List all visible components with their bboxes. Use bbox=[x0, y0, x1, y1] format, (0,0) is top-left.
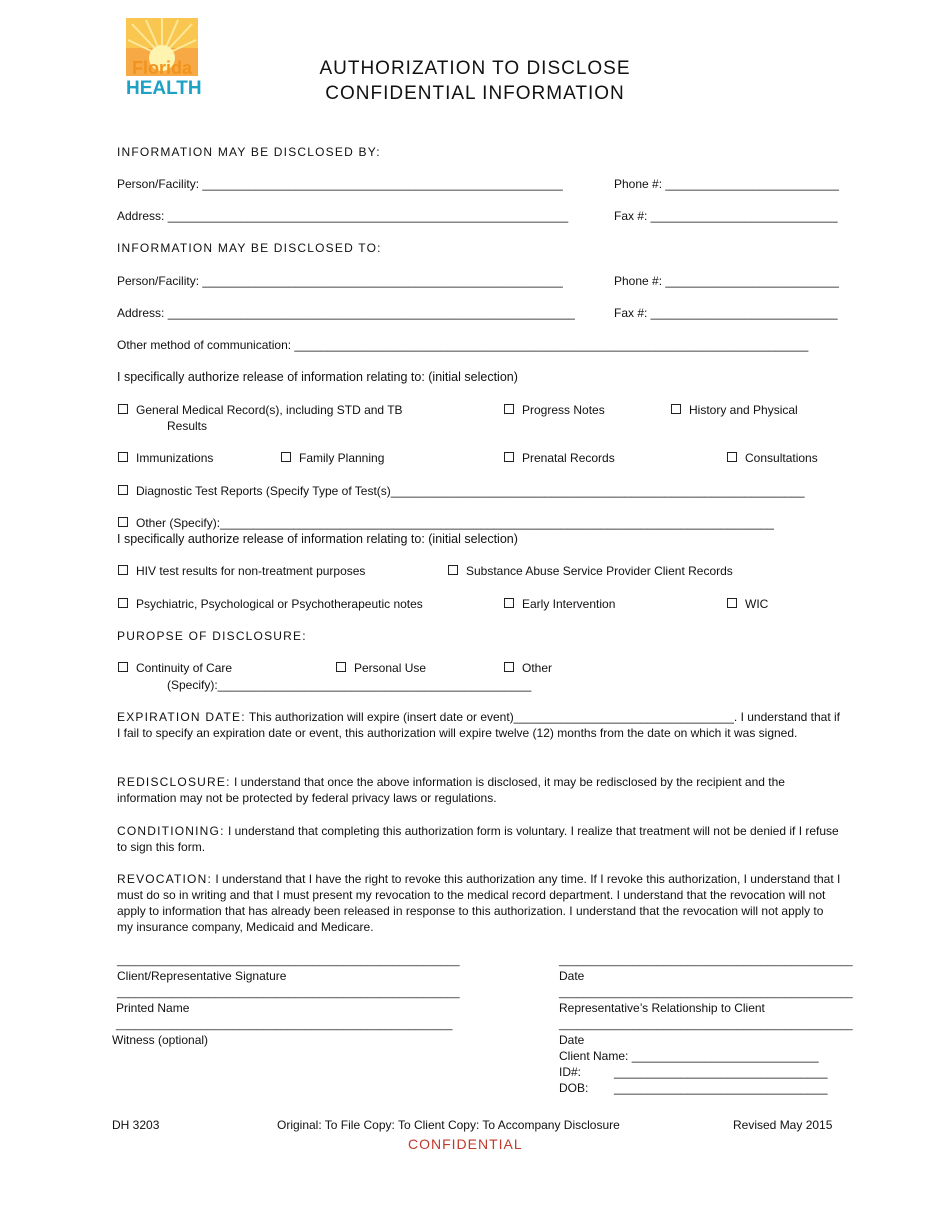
personal-use-label: Personal Use bbox=[354, 661, 427, 675]
to-fax-field[interactable]: Fax #: ____________________________ bbox=[614, 306, 838, 320]
client-signature-label: Client/Representative Signature bbox=[117, 969, 287, 983]
checkbox-icon bbox=[118, 485, 128, 495]
release-heading-1: I specifically authorize release of information relating to: (initial selection) bbox=[117, 370, 518, 384]
other-method-field[interactable]: Other method of communication: _____________________________________________________________________________ bbox=[117, 338, 809, 352]
history-physical-label: History and Physical bbox=[689, 403, 798, 417]
diagnostic-tests-field[interactable]: Diagnostic Test Reports (Specify Type of Test(s)______________________________________________________________ bbox=[136, 484, 805, 498]
diagnostic-tests-checkbox[interactable] bbox=[118, 483, 805, 499]
by-person-facility-field[interactable]: Person/Facility: ______________________________________________________ bbox=[117, 177, 563, 191]
client-name-field[interactable]: Client Name: ____________________________ bbox=[559, 1049, 819, 1063]
immunizations-label: Immunizations bbox=[136, 451, 214, 465]
date2-line[interactable]: ________________________________________________ bbox=[559, 1019, 853, 1031]
form-title-line2: CONFIDENTIAL INFORMATION bbox=[325, 83, 625, 104]
logo-text-health: HEALTH bbox=[126, 78, 202, 99]
copies-distribution: Original: To File Copy: To Client Copy: To Accompany Disclosure bbox=[277, 1118, 620, 1132]
form-title-line1: AUTHORIZATION TO DISCLOSE bbox=[319, 58, 631, 79]
to-person-facility-field[interactable]: Person/Facility: ______________________________________________________ bbox=[117, 274, 563, 288]
revised-date: Revised May 2015 bbox=[733, 1118, 833, 1132]
other-specify-checkbox[interactable] bbox=[118, 515, 774, 531]
checkbox-icon bbox=[281, 452, 291, 462]
by-address-field[interactable]: Address: ____________________________________________________________ bbox=[117, 209, 569, 223]
relationship-line[interactable]: ________________________________________________ bbox=[559, 987, 853, 999]
purpose-other-label: Other bbox=[522, 661, 553, 675]
checkbox-icon bbox=[504, 404, 514, 414]
witness-line[interactable]: _______________________________________________________ bbox=[116, 1019, 453, 1031]
hiv-results-checkbox[interactable] bbox=[118, 563, 365, 579]
wic-label: WIC bbox=[745, 597, 769, 611]
checkbox-icon bbox=[671, 404, 681, 414]
consultations-label: Consultations bbox=[745, 451, 818, 465]
checkbox-icon bbox=[504, 598, 514, 608]
relationship-label: Representative’s Relationship to Client bbox=[559, 1001, 765, 1015]
revocation-label: REVOCATION: bbox=[117, 872, 212, 886]
printed-name-label: Printed Name bbox=[116, 1001, 190, 1015]
general-medical-label: General Medical Record(s), including STD and TB bbox=[136, 403, 403, 417]
prenatal-records-checkbox[interactable] bbox=[504, 450, 615, 466]
form-number: DH 3203 bbox=[112, 1118, 160, 1132]
date1-line[interactable]: ________________________________________________ bbox=[559, 955, 853, 967]
consultations-checkbox[interactable] bbox=[727, 450, 818, 466]
conditioning-label: CONDITIONING: bbox=[117, 824, 225, 838]
id-label: ID#: bbox=[559, 1065, 582, 1079]
by-fax-field[interactable]: Fax #: ____________________________ bbox=[614, 209, 838, 223]
personal-use-checkbox[interactable] bbox=[336, 660, 426, 676]
substance-abuse-label: Substance Abuse Service Provider Client Records bbox=[466, 564, 733, 578]
checkbox-icon bbox=[118, 517, 128, 527]
checkbox-icon bbox=[118, 662, 128, 672]
printed-name-line[interactable]: ________________________________________________________ bbox=[117, 987, 460, 999]
progress-notes-checkbox[interactable] bbox=[504, 402, 605, 418]
to-address-field[interactable]: Address: _____________________________________________________________ bbox=[117, 306, 575, 320]
checkbox-icon bbox=[727, 452, 737, 462]
purpose-heading: PUROPSE OF DISCLOSURE: bbox=[117, 629, 307, 643]
substance-abuse-checkbox[interactable] bbox=[448, 563, 733, 579]
expiration-text: This authorization will expire (insert date or event)_________________________________. I understand that if I fail to specify an expiration date or event, this authorization will expire twelve (12) months from the date on which it was signed. bbox=[117, 710, 840, 740]
psychiatric-notes-label: Psychiatric, Psychological or Psychotherapeutic notes bbox=[136, 597, 423, 611]
checkbox-icon bbox=[504, 452, 514, 462]
redisclosure-label: REDISCLOSURE: bbox=[117, 775, 231, 789]
checkbox-icon bbox=[118, 598, 128, 608]
release-heading-2: I specifically authorize release of information relating to: (initial selection) bbox=[117, 532, 518, 546]
redisclosure-paragraph bbox=[117, 774, 842, 806]
checkbox-icon bbox=[448, 565, 458, 575]
general-medical-label-line2: Results bbox=[167, 419, 208, 433]
revocation-text: I understand that I have the right to revoke this authorization any time. If I revoke this authorization, I understand that I must do so in writing and that I must present my revocation to the medical record department. I understand that the revocation will not apply to information that has already been released in response to this authorization. I understand that the revocation will not apply to my insurance company, Medicaid and Medicare. bbox=[117, 872, 841, 934]
hiv-results-label: HIV test results for non-treatment purposes bbox=[136, 564, 366, 578]
checkbox-icon bbox=[336, 662, 346, 672]
revocation-paragraph bbox=[117, 871, 842, 935]
redisclosure-text: I understand that once the above information is disclosed, it may be redisclosed by the recipient and the information may not be protected by federal privacy laws or regulations. bbox=[117, 775, 785, 805]
psychiatric-notes-checkbox[interactable] bbox=[118, 596, 423, 612]
id-field[interactable]: ________________________________ bbox=[614, 1065, 828, 1079]
checkbox-icon bbox=[727, 598, 737, 608]
family-planning-checkbox[interactable] bbox=[281, 450, 384, 466]
history-physical-checkbox[interactable] bbox=[671, 402, 798, 418]
other-specify-field[interactable]: Other (Specify):___________________________________________________________________________________ bbox=[136, 516, 774, 530]
wic-checkbox[interactable] bbox=[727, 596, 768, 612]
date1-label: Date bbox=[559, 969, 585, 983]
purpose-specify-field[interactable]: (Specify):_______________________________________________ bbox=[167, 678, 532, 692]
checkbox-icon bbox=[118, 565, 128, 575]
general-medical-checkbox[interactable] bbox=[118, 402, 403, 418]
immunizations-checkbox[interactable] bbox=[118, 450, 213, 466]
disclosed-to-heading: INFORMATION MAY BE DISCLOSED TO: bbox=[117, 241, 382, 255]
by-phone-field[interactable]: Phone #: __________________________ bbox=[614, 177, 839, 191]
client-signature-line[interactable]: ________________________________________________________ bbox=[117, 955, 460, 967]
purpose-other-checkbox[interactable] bbox=[504, 660, 552, 676]
prenatal-records-label: Prenatal Records bbox=[522, 451, 615, 465]
date2-label: Date bbox=[559, 1033, 585, 1047]
continuity-care-checkbox[interactable] bbox=[118, 660, 232, 676]
dob-label: DOB: bbox=[559, 1081, 589, 1095]
continuity-care-label: Continuity of Care bbox=[136, 661, 233, 675]
conditioning-paragraph bbox=[117, 823, 842, 855]
expiration-paragraph bbox=[117, 709, 842, 741]
early-intervention-checkbox[interactable] bbox=[504, 596, 615, 612]
checkbox-icon bbox=[118, 404, 128, 414]
expiration-label: EXPIRATION DATE: bbox=[117, 710, 246, 724]
checkbox-icon bbox=[118, 452, 128, 462]
conditioning-text: I understand that completing this authorization form is voluntary. I realize that treatment will not be denied if I refuse to sign this form. bbox=[117, 824, 839, 854]
witness-label: Witness (optional) bbox=[112, 1033, 209, 1047]
confidential-stamp: CONFIDENTIAL bbox=[408, 1136, 523, 1152]
florida-health-logo bbox=[126, 18, 202, 100]
dob-field[interactable]: ________________________________ bbox=[614, 1081, 828, 1095]
to-phone-field[interactable]: Phone #: __________________________ bbox=[614, 274, 839, 288]
logo-text-florida: Florida bbox=[131, 58, 192, 78]
progress-notes-label: Progress Notes bbox=[522, 403, 605, 417]
family-planning-label: Family Planning bbox=[299, 451, 385, 465]
checkbox-icon bbox=[504, 662, 514, 672]
early-intervention-label: Early Intervention bbox=[522, 597, 616, 611]
disclosed-by-heading: INFORMATION MAY BE DISCLOSED BY: bbox=[117, 145, 381, 159]
